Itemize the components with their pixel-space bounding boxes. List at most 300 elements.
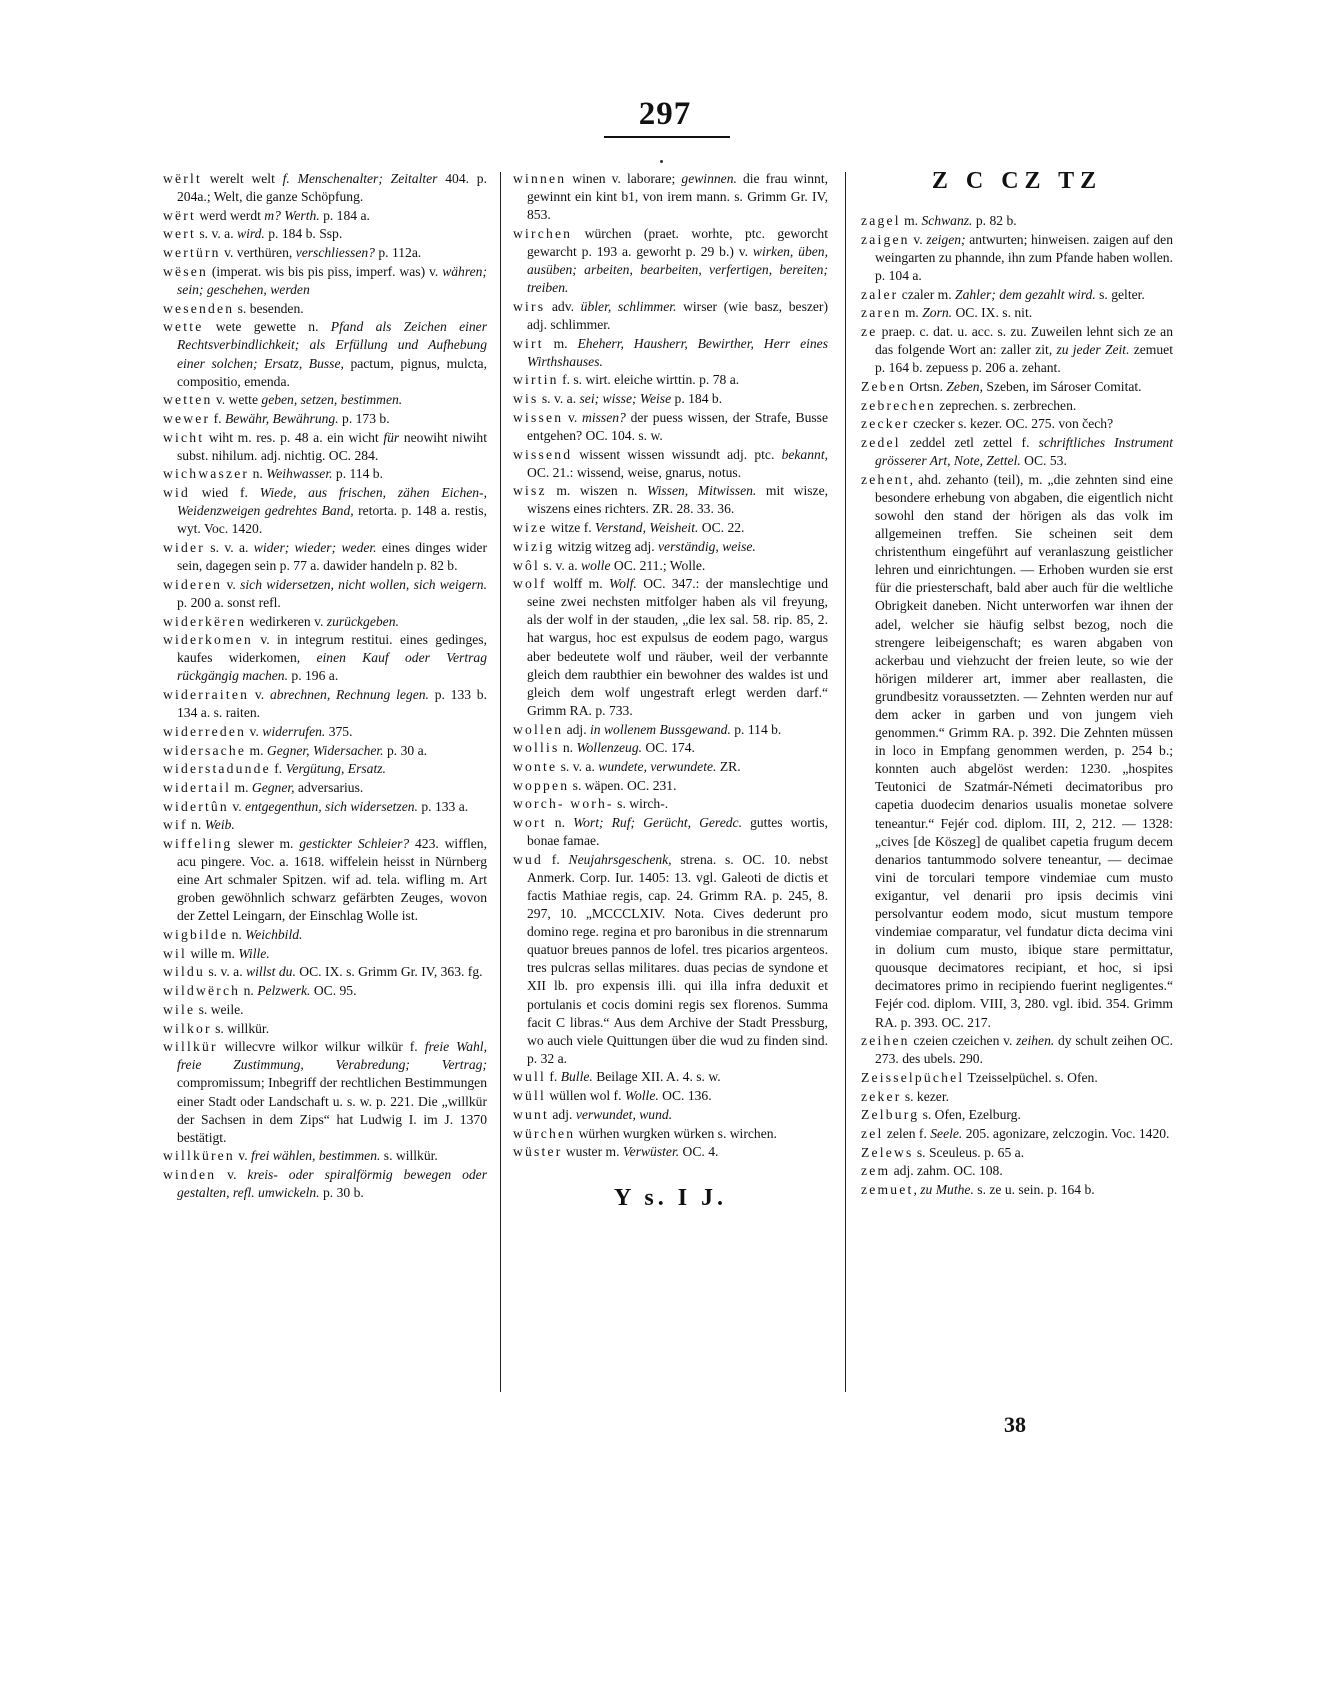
- headword: widertail: [163, 779, 232, 795]
- entry-remark: compromissum; Inbegriff der rechtlichen Bestimmungen einer Stadt oder Landschaft u. s. w. p. 221. Die „willkür der Sachsen in dem Zips“ hat Ludwig I. im J. 1370 bestätigt.: [177, 1075, 487, 1145]
- headword: willkür: [163, 1039, 218, 1055]
- headword: wicht: [163, 429, 205, 445]
- entry-remark: p. 196 a.: [288, 668, 339, 684]
- entry-text: ,: [913, 1182, 921, 1198]
- entry-text: s. v. a.: [204, 540, 254, 555]
- headword: zeker: [861, 1088, 902, 1104]
- dictionary-entry: [861, 1162, 1173, 1180]
- entry-remark: wirser (wie basz, beszer) adj. schlimmer.: [527, 298, 828, 332]
- german-gloss: wider; wieder; weder.: [253, 540, 377, 555]
- header-rule: [604, 136, 730, 138]
- dictionary-entry: [861, 231, 1173, 285]
- german-gloss: für: [383, 429, 400, 445]
- headword: wesenden: [163, 300, 235, 316]
- dictionary-entry: [163, 613, 487, 631]
- entry-remark: OC. 21.: wissend, weise, gnarus, notus.: [527, 464, 742, 480]
- entry-text: v.: [216, 1167, 248, 1183]
- dictionary-entry: [163, 207, 487, 225]
- entry-text: s. wäpen. OC. 231.: [569, 777, 677, 793]
- headword: wirt: [513, 335, 544, 351]
- german-gloss: Vergütung, Ersatz.: [285, 761, 386, 777]
- headword: wigbilde: [163, 927, 229, 943]
- german-gloss: Zeben,: [946, 378, 983, 394]
- headword: wolf: [513, 576, 547, 592]
- german-gloss: Weichbild.: [245, 927, 303, 943]
- dictionary-entry: [163, 484, 487, 538]
- entry-text: zeprechen. s. zerbrechen.: [935, 397, 1077, 413]
- entry-remark: p. 30 b.: [319, 1185, 364, 1201]
- headword: Zeben: [861, 378, 906, 394]
- dictionary-entry: [163, 686, 487, 722]
- dictionary-entry: [513, 851, 828, 1068]
- entry-remark: OC. 136.: [658, 1088, 712, 1104]
- entry-remark: p. 112a.: [374, 245, 422, 261]
- entry-remark: OC. 4.: [679, 1144, 719, 1160]
- headword: wissend: [513, 446, 573, 462]
- german-gloss: Neujahrsgeschenk,: [568, 851, 672, 867]
- headword: wertürn: [163, 245, 221, 261]
- dictionary-entry: [861, 1106, 1173, 1124]
- headword: wize: [513, 520, 548, 536]
- entry-text: s. weile.: [195, 1001, 244, 1017]
- german-gloss: wirken, üben, ausüben; arbeiten, bearbeiten, verfertigen, bereiten; treiben.: [527, 243, 828, 296]
- headword: wunt: [513, 1106, 549, 1122]
- entry-text: f.: [210, 410, 225, 426]
- german-gloss: Weihwasser.: [266, 466, 333, 482]
- entry-remark: adversarius.: [294, 779, 364, 795]
- entry-text: s. willkür.: [211, 1020, 270, 1036]
- entry-remark: mit wisze, wiszens eines richters. ZR. 28. 33. 36.: [527, 483, 828, 517]
- entry-remark: ZR.: [716, 758, 741, 774]
- dictionary-entry: [163, 391, 487, 409]
- dictionary-entry: [861, 1125, 1173, 1143]
- dictionary-entry: [163, 1020, 487, 1038]
- dictionary-entry: [861, 323, 1173, 377]
- entry-remark: OC. 347.: der manslechtige und seine zwei nechsten mitfolger haben als vil freyung, als der wolf in der stauden, „die lex sal. 58. rip. 85, 2. hat wargus, hoc est expulsus de eodem pago, wargus aber bedeutete wolf und räuber, weil der verbannte gleich dem raubthier ein bewohner des waldes ist und gleich dem wolf ungestraft erlegt werden darf.“ Grimm RA. p. 733.: [527, 576, 828, 718]
- entry-remark: 404. p. 204a.; Welt, die ganze Schöpfung.: [177, 171, 487, 205]
- headword: zagel: [861, 213, 901, 229]
- headword: wollen: [513, 721, 564, 737]
- headword: zaler: [861, 286, 899, 302]
- headword: wildu: [163, 964, 205, 980]
- entry-text: f.: [270, 761, 286, 777]
- dictionary-entry: [513, 409, 828, 445]
- dictionary-entry: [163, 300, 487, 318]
- entry-text: v. wette: [212, 392, 262, 408]
- german-gloss: Weib.: [204, 817, 235, 833]
- german-gloss: frei wählen, bestimmen.: [251, 1148, 381, 1164]
- entry-text: Ortsn.: [905, 378, 947, 394]
- headword: wil: [163, 945, 187, 961]
- german-gloss: abrechnen, Rechnung legen.: [269, 687, 429, 703]
- entry-remark: strena. s. OC. 10. nebst Anmerk. Corp. Iur. 1405: 13. vgl. Galeoti de dictis et factis Mathiae regis, cap. 24. Grimm RA. p. 245, 8. 297, 10. „MCCCLXIV. Nota. Cives dederunt pro domino rege. regina et pro baronibus in die strennarum quatuor breues pannos de lofel. tres picarios argenteos. tres pulcras sellas militares. duas pecias de syndone et XII lb. pro expensis illi. qui illa infra deduxit et portulanis et cocis domini regis sex florenos. Summa facit C libras.“ Aus dem Archive der Stadt Pressburg, wo auch viele Quittungen über die wud zu finden sind. p. 32 a.: [527, 851, 828, 1066]
- german-gloss: entgegenthun, sich widersetzen.: [245, 798, 418, 814]
- entry-text: witze f.: [547, 520, 596, 536]
- entry-text: witzig witzeg adj.: [554, 538, 659, 554]
- entry-text: wolff m.: [546, 576, 609, 592]
- entry-text: würhen wurgken würken s. wirchen.: [575, 1125, 777, 1141]
- german-gloss: verständig, weise.: [658, 538, 756, 554]
- entry-remark: 423. wifflen, acu pingere. Voc. a. 1618. wiffelein heisst in Nürnberg eine Art schmaler Spitzen. wif ad. tela. wifling m. Art groben gewöhnlich schwarz gefärbten Zeuges, wovon der Zettel Leingarn, der Einschlag Wolle ist.: [177, 836, 488, 924]
- entry-remark: p. 114 b.: [332, 466, 383, 482]
- entry-text: m.: [900, 213, 922, 229]
- entry-text: s. Sceuleus. p. 65 a.: [913, 1144, 1025, 1160]
- entry-text: winen v. laborare;: [566, 171, 682, 186]
- dictionary-entry: [163, 631, 487, 685]
- entry-text: f.: [543, 851, 569, 867]
- entry-remark: pactum, pignus, mulcta, compositio, emenda.: [177, 355, 487, 389]
- german-gloss: Wolle.: [624, 1088, 659, 1104]
- headword: Zelews: [861, 1144, 914, 1160]
- entry-text: wüllen wol f.: [545, 1088, 625, 1104]
- dictionary-entry: [513, 557, 828, 575]
- headword: widertûn: [163, 798, 229, 814]
- headword: ze: [861, 324, 878, 340]
- entry-text: s. v. a.: [204, 964, 246, 980]
- headword: widerraiten: [163, 687, 250, 703]
- entry-text: adj. zahm. OC. 108.: [890, 1163, 1003, 1179]
- column-2-entries: [513, 170, 828, 1161]
- headword: wirs: [513, 298, 546, 314]
- headword: zeihen: [861, 1033, 910, 1049]
- headword: wërt: [163, 207, 196, 223]
- entry-remark: p. 184 b.: [671, 391, 723, 407]
- german-gloss: Verstand, Weisheit.: [595, 520, 699, 536]
- dictionary-entry: [861, 378, 1173, 396]
- headword: woppen: [513, 777, 570, 793]
- dictionary-entry: [513, 1125, 828, 1143]
- dictionary-entry: [163, 410, 487, 428]
- headword: zaigen: [861, 231, 910, 247]
- entry-text: s. wirch-.: [613, 796, 669, 812]
- german-gloss: willst du.: [246, 964, 296, 980]
- dictionary-entry: [163, 779, 487, 797]
- entry-remark: p. 133 a.: [417, 798, 469, 814]
- dictionary-entry: [163, 244, 487, 262]
- headword: wissen: [513, 409, 564, 425]
- headword: zel: [861, 1126, 884, 1142]
- entry-text: v.: [909, 231, 927, 247]
- entry-remark: Beilage XII. A. 4. s. w.: [592, 1069, 721, 1085]
- entry-text: wille m.: [186, 945, 239, 961]
- dictionary-entry: [513, 335, 828, 371]
- headword: widerkëren: [163, 613, 247, 629]
- entry-text: zeddel zetl zettel f.: [900, 434, 1039, 450]
- headword: wizig: [513, 538, 555, 554]
- headword: wildwërch: [163, 983, 241, 999]
- german-gloss: Wort; Ruf; Gerücht, Geredc.: [573, 814, 742, 830]
- entry-text: v.: [228, 798, 246, 814]
- german-gloss: f. Menschenalter; Zeitalter: [282, 171, 438, 186]
- dictionary-entry: [513, 1087, 828, 1105]
- dictionary-entry: [513, 538, 828, 556]
- dictionary-entry: [163, 318, 487, 390]
- headword: winden: [163, 1167, 217, 1183]
- german-gloss: zurückgeben.: [326, 613, 399, 629]
- entry-text: v.: [563, 409, 583, 425]
- dictionary-column-2: [513, 170, 828, 1212]
- headword: zedel: [861, 434, 901, 450]
- dictionary-entry: [513, 721, 828, 739]
- dictionary-entry: [861, 304, 1173, 322]
- dictionary-entry: [163, 1001, 487, 1019]
- entry-remark: p. 133 b. 134 a. s. raiten.: [177, 687, 487, 721]
- headword: wewer: [163, 410, 211, 426]
- german-gloss: bekannt,: [781, 446, 828, 462]
- dictionary-entry: [163, 263, 487, 299]
- dictionary-column-3: [861, 170, 1173, 1200]
- dictionary-entry: [861, 1144, 1173, 1162]
- entry-text: n.: [240, 983, 258, 999]
- entry-text: willecvre wilkor wilkur wilkür f.: [217, 1039, 425, 1055]
- entry-text: (imperat. wis bis pis piss, imperf. was) v.: [207, 263, 443, 279]
- entry-text: v. in integrum restitui. eines gedinges, kaufes widerkomen,: [177, 632, 487, 666]
- headword: wif: [163, 817, 188, 833]
- headword: wid: [163, 485, 190, 501]
- entry-text: wedirkeren v.: [246, 613, 327, 629]
- german-gloss: Seele.: [930, 1126, 963, 1142]
- entry-remark: p. 82 b.: [972, 213, 1017, 229]
- entry-remark: 375.: [325, 723, 353, 739]
- entry-remark: s. gelter.: [1095, 286, 1145, 302]
- headword: zehent: [861, 471, 910, 487]
- entry-text: slewer m.: [232, 836, 300, 852]
- entry-remark: die frau winnt, gewinnt ein kint b1, von irem mann. s. Grimm Gr. IV, 853.: [527, 171, 828, 223]
- entry-text: m.: [246, 742, 267, 758]
- entry-text: adj.: [549, 1106, 576, 1122]
- headword: wüll: [513, 1088, 546, 1104]
- german-gloss: kreis- oder spiralförmig bewegen oder gestalten, refl. umwickeln.: [177, 1167, 488, 1201]
- dictionary-entry: [513, 777, 828, 795]
- entry-text: n.: [187, 817, 205, 833]
- headword: zem: [861, 1163, 891, 1179]
- dictionary-entry: [163, 1147, 487, 1165]
- headword: widerstadunde: [163, 761, 271, 777]
- entry-text: s. v. a.: [195, 226, 237, 242]
- dictionary-entry: [513, 1068, 828, 1086]
- entry-remark: p. 200 a. sonst refl.: [177, 594, 281, 610]
- headword: Zelburg: [861, 1107, 920, 1123]
- headword: wilkor: [163, 1020, 212, 1036]
- entry-text: v.: [234, 1148, 252, 1164]
- dictionary-entry: [861, 471, 1173, 1032]
- german-gloss: einen Kauf oder Vertrag rückgängig machen.: [177, 650, 487, 684]
- entry-text: czaler m.: [898, 286, 956, 302]
- headword: wërlt: [163, 171, 202, 186]
- dictionary-entry: [163, 225, 487, 243]
- dictionary-entry: [163, 539, 487, 575]
- entry-text: , ahd. zehanto (teil), m.: [909, 471, 1048, 487]
- german-gloss: zeigen;: [926, 231, 966, 247]
- dictionary-entry: [163, 1166, 487, 1202]
- dictionary-entry: [513, 298, 828, 334]
- entry-remark: OC. 22.: [698, 520, 745, 536]
- entry-text: wied f.: [190, 485, 260, 501]
- entry-text: werd werdt: [195, 207, 265, 223]
- german-gloss: verschliessen?: [295, 245, 375, 261]
- dictionary-entry: [861, 415, 1173, 433]
- entry-text: m.: [231, 779, 252, 795]
- german-gloss: Wille.: [238, 945, 270, 961]
- german-gloss: währen; sein; geschehen, werden: [177, 263, 487, 297]
- dictionary-entry: [163, 465, 487, 483]
- german-gloss: sei; wisse; Weise: [579, 391, 672, 407]
- entry-text: czecker s. kezer. OC. 275. von čech?: [909, 416, 1114, 432]
- entry-remark: OC. 174.: [642, 740, 695, 756]
- german-gloss: widerrufen.: [262, 723, 326, 739]
- german-gloss: Eheherr, Hausherr, Bewirther, Herr eines Wirthshauses.: [527, 335, 828, 369]
- dictionary-entry: [513, 519, 828, 537]
- dictionary-entry: [513, 225, 828, 297]
- german-gloss: Wolf.: [609, 576, 637, 592]
- dictionary-entry: [163, 1038, 487, 1147]
- german-gloss: Zahler; dem gezahlt wird.: [955, 286, 1096, 302]
- german-gloss: Zorn.: [922, 305, 953, 321]
- entry-text: s. besenden.: [234, 300, 304, 316]
- headword: wud: [513, 851, 544, 867]
- entry-remark: p. 30 a.: [383, 742, 428, 758]
- column-3-entries: [861, 212, 1173, 1199]
- german-gloss: in wollenem Bussgewand.: [590, 721, 731, 737]
- entry-text: n.: [559, 740, 577, 756]
- entry-remark: guttes wortis, bonae famae.: [527, 814, 828, 849]
- headword: zecker: [861, 416, 910, 432]
- german-gloss: missen?: [582, 409, 626, 425]
- german-gloss: Gegner, Widersacher.: [266, 742, 384, 758]
- headword: zaren: [861, 305, 902, 321]
- entry-text: n.: [228, 927, 246, 943]
- german-gloss: zu Muthe.: [920, 1182, 974, 1198]
- dictionary-entry: [163, 760, 487, 778]
- headword: wette: [163, 319, 204, 335]
- entry-remark: p. 184 a.: [319, 207, 370, 223]
- entry-remark: p. 184 b. Ssp.: [264, 226, 343, 242]
- headword: wider: [163, 540, 205, 555]
- column-divider-right: [845, 172, 846, 1392]
- german-gloss: freie Wahl, freie Zustimmung, Verabredung; Vertrag;: [177, 1039, 487, 1073]
- dictionary-entry: [163, 576, 487, 612]
- german-gloss: Bulle.: [560, 1069, 593, 1085]
- dictionary-entry: [163, 945, 487, 963]
- headword: widerreden: [163, 723, 247, 739]
- german-gloss: zeihen.: [1016, 1033, 1055, 1049]
- entry-remark: 205. agonizare, zelczogin. Voc. 1420.: [962, 1126, 1170, 1142]
- headword: winnen: [513, 171, 567, 186]
- headword: zebrechen: [861, 397, 936, 413]
- headword: wirchen: [513, 225, 573, 241]
- german-gloss: Bewähr, Bewährung.: [224, 410, 339, 426]
- signature-mark: 38: [1004, 1412, 1026, 1437]
- dictionary-entry: [861, 1069, 1173, 1087]
- german-gloss: sich widersetzen, nicht wollen, sich weigern.: [240, 576, 487, 592]
- entry-remark: OC. 53.: [1020, 453, 1067, 469]
- german-gloss: Wollenzeug.: [576, 740, 643, 756]
- german-gloss: Verwüster.: [622, 1144, 680, 1160]
- headword: wisz: [513, 483, 547, 499]
- entry-remark: p. 173 b.: [338, 410, 390, 426]
- entry-remark: der puess wissen, der Strafe, Busse entgehen? OC. 104. s. w.: [527, 409, 828, 443]
- dictionary-entry: [861, 1088, 1173, 1106]
- dictionary-entry: [163, 170, 487, 206]
- german-gloss: Pelzwerk.: [257, 983, 311, 999]
- entry-text: s. Ofen, Ezelburg.: [919, 1107, 1021, 1123]
- dictionary-entry: [163, 429, 487, 465]
- german-gloss: wolle: [581, 557, 611, 573]
- dictionary-entry: [513, 371, 828, 389]
- column-divider-left: [500, 172, 501, 1392]
- headword: widersache: [163, 742, 247, 758]
- entry-text: wiht m. res. p. 48 a. ein wicht: [204, 429, 384, 445]
- headword: wile: [163, 1001, 196, 1017]
- dictionary-entry: [513, 170, 828, 224]
- german-gloss: geben, setzen, bestimmen.: [261, 392, 403, 408]
- entry-text: wuster m.: [562, 1144, 623, 1160]
- headword: wull: [513, 1069, 546, 1085]
- german-gloss: verwundet, wund.: [575, 1106, 673, 1122]
- entry-text: v.: [222, 576, 241, 592]
- headword: wollis: [513, 740, 560, 756]
- headword: widerkomen: [163, 632, 253, 648]
- dictionary-entry: [513, 739, 828, 757]
- dictionary-entry: [861, 212, 1173, 230]
- entry-text: f.: [545, 1069, 561, 1085]
- dictionary-entry: [513, 1143, 828, 1161]
- entry-text: zelen f.: [883, 1126, 931, 1142]
- entry-text: czeien czeichen v.: [909, 1033, 1017, 1049]
- section-heading-y: Y s. I J.: [613, 1185, 728, 1212]
- entry-text: m.: [901, 305, 923, 321]
- page-number: 297: [638, 96, 692, 132]
- entry-remark: zemuet p. 164 b. zepuess p. 206 a. zehant.: [875, 342, 1173, 376]
- entry-text: s. v. a.: [557, 758, 599, 774]
- entry-remark: antwurten; hinweisen. zaigen auf den weingarten zu phannde, ihn zum Pfande haben wollen. p. 104 a.: [875, 231, 1173, 283]
- entry-remark: s. willkür.: [380, 1148, 438, 1164]
- german-gloss: wird.: [237, 226, 265, 242]
- dictionary-entry: [861, 286, 1173, 304]
- entry-text: m. wiszen n.: [546, 483, 648, 499]
- dictionary-entry: [513, 446, 828, 482]
- entry-remark: OC. 211.; Wolle.: [610, 557, 706, 573]
- german-gloss: Gegner,: [251, 779, 295, 795]
- dictionary-entry: [513, 1106, 828, 1124]
- headword: wësen: [163, 263, 208, 279]
- headword: wetten: [163, 392, 213, 408]
- print-speck: [660, 160, 663, 163]
- entry-text: v.: [249, 687, 270, 703]
- german-gloss: Schwanz.: [921, 213, 973, 229]
- headword: wonte: [513, 758, 558, 774]
- headword: worch- worh-: [513, 796, 614, 812]
- entry-remark: p. 114 b.: [730, 721, 782, 737]
- headword: wis: [513, 391, 539, 407]
- headword: wüster: [513, 1144, 563, 1160]
- entry-remark: s. ze u. sein. p. 164 b.: [973, 1182, 1095, 1198]
- dictionary-entry: [163, 723, 487, 741]
- entry-text: wete gewette n.: [203, 319, 331, 335]
- german-gloss: Wiede, aus frischen, zähen Eichen-, Weidenzweigen gedrehtes Band,: [177, 485, 488, 519]
- entry-remark: retorta. p. 148 a. restis, wyt. Voc. 1420.: [177, 503, 487, 537]
- dictionary-entry: [163, 742, 487, 760]
- entry-remark: eines dinges wider sein, dagegen sein p. 77 a. dawider handeln p. 82 b.: [177, 540, 487, 574]
- entry-remark: OC. IX. s. Grimm Gr. IV, 363. fg.: [295, 964, 483, 980]
- headword: wideren: [163, 576, 223, 592]
- dictionary-entry: [513, 390, 828, 408]
- dictionary-entry: [513, 482, 828, 518]
- entry-text: wissent wissen wissundt adj. ptc.: [572, 446, 782, 462]
- entry-remark: dy schult zeihen OC. 273. des ubels. 290.: [875, 1033, 1173, 1067]
- entry-text: adv.: [545, 298, 581, 314]
- entry-text: n.: [546, 814, 574, 830]
